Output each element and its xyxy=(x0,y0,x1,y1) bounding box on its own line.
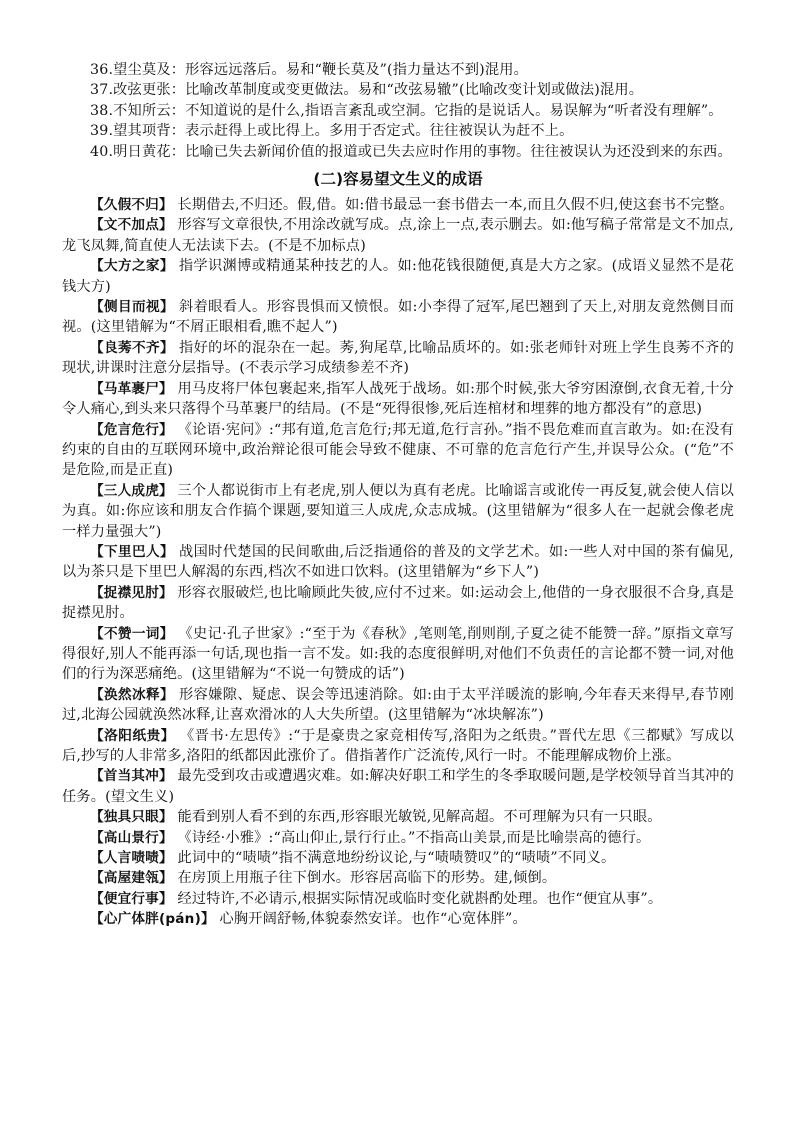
idiom-term: 【文不加点】 xyxy=(90,217,173,234)
idiom-entry xyxy=(62,909,734,929)
idiom-definition: 最先受到攻击或遭遇灾难。如:解决好职工和学生的冬季取暖问题,是学校领导首当其冲的任务。(望文生义) xyxy=(62,768,734,805)
idiom-term: 【下里巴人】 xyxy=(90,543,175,560)
idiom-definition: 此词中的“啧啧”指不满意地纷纷议论,与“啧啧赞叹”的“啧啧”不同义。 xyxy=(177,850,616,867)
idiom-term: 【涣然冰释】 xyxy=(90,686,175,703)
idiom-definition: 形容写文章很快,不用涂改就写成。点,涂上一点,表示删去。如:他写稿子常常是文不加点,龙飞凤舞,简直使人无法读下去。(不是不加标点) xyxy=(62,217,734,254)
idiom-term: 【独具只眼】 xyxy=(90,809,173,826)
idiom-definition: 三个人都说街市上有老虎,别人便以为真有老虎。比喻谣言或讹传一再反复,就会使人信以为真。如:你应该和朋友合作搞个课题,要知道三人成虎,众志成城。(这里错解为“很多人在一起就会像老虎一样力量强大”) xyxy=(62,482,734,540)
document-page xyxy=(62,60,734,930)
idiom-entry xyxy=(62,338,734,379)
idiom-definition: 能看到别人看不到的东西,形容眼光敏锐,见解高超。不可理解为只有一只眼。 xyxy=(177,809,662,826)
idiom-term: 【高屋建瓴】 xyxy=(90,870,173,887)
idiom-entry xyxy=(62,215,734,256)
idiom-entry xyxy=(62,868,734,888)
idiom-term: 【危言危行】 xyxy=(90,421,173,438)
idiom-definition: 《论语·宪问》:“邦有道,危言危行;邦无道,危行言孙。”指不畏危难而直言敢为。如:在没有约束的自由的互联网环境中,政治辩论很可能会导致不健康、不可靠的危言危行产生,并误导公众。(“危”不是危险,而是正直) xyxy=(62,421,734,479)
list-item: 39.望其项背：表示赶得上或比得上。多用于否定式。往往被误认为赶不上。 xyxy=(90,123,574,140)
idiom-term: 【首当其冲】 xyxy=(90,768,173,785)
idiom-entry xyxy=(62,889,734,909)
idiom-definition: 斜着眼看人。形容畏惧而又愤恨。如:小李得了冠军,尾巴翘到了天上,对朋友竟然侧目而视。(这里错解为“不屑正眼相看,瞧不起人”) xyxy=(62,299,735,336)
idiom-term: 【久假不归】 xyxy=(90,197,173,214)
idiom-definition: 《晋书·左思传》:“于是豪贵之家竞相传写,洛阳为之纸贵。”晋代左思《三都赋》写成以后,抄写的人非常多,洛阳的纸都因此涨价了。借指著作广泛流传,风行一时。不能理解成物价上涨。 xyxy=(62,727,734,764)
idiom-definition: 形容嫌隙、疑虑、误会等迅速消除。如:由于太平洋暖流的影响,今年春天来得早,春节刚过,北海公园就涣然冰释,让喜欢滑冰的人大失所望。(这里错解为“冰块解冻”) xyxy=(62,686,735,724)
idiom-entry xyxy=(62,481,734,542)
idiom-entry xyxy=(62,624,734,685)
idiom-entry xyxy=(62,828,734,848)
idiom-entry xyxy=(62,542,734,583)
idiom-term: 【不赞一词】 xyxy=(90,625,174,642)
idiom-definition: 用马皮将尸体包裹起来,指军人战死于战场。如:那个时候,张大爷穷困潦倒,衣食无着,十分令人痛心,到头来只落得个马革裹尸的结局。(不是“死得很惨,死后连棺材和埋葬的地方都没有”的意思) xyxy=(62,380,734,418)
list-item: 40.明日黄花：比喻已失去新闻价值的报道或已失去应时作用的事物。往往被误认为还没到来的东西。 xyxy=(90,143,732,160)
idiom-term: 【马革裹尸】 xyxy=(90,380,173,397)
idiom-term: 【高山景行】 xyxy=(90,829,173,846)
idiom-term: 【侧目而视】 xyxy=(90,299,175,316)
idiom-entry xyxy=(62,685,734,726)
section-title: (二)容易望文生义的成语 xyxy=(313,170,483,189)
list-item: 37.改弦更张：比喻改革制度或变更做法。易和“改弦易辙”(比喻改变计划或做法)混用。 xyxy=(90,82,644,99)
idiom-definition: 形容衣服破烂,也比喻顾此失彼,应付不过来。如:运动会上,他借的一身衣服很不合身,真是捉襟见肘。 xyxy=(62,584,734,622)
idiom-entry xyxy=(62,583,734,624)
idiom-entry xyxy=(62,256,734,297)
numbered-list xyxy=(62,60,734,162)
idiom-term: 【便宜行事】 xyxy=(90,890,173,907)
idiom-entry xyxy=(62,807,734,827)
idiom-definition: 在房顶上用瓶子往下倒水。形容居高临下的形势。建,倾倒。 xyxy=(177,870,557,887)
idiom-term: 【捉襟见肘】 xyxy=(90,584,173,601)
idiom-entry xyxy=(62,195,734,215)
idiom-term: 【大方之家】 xyxy=(90,258,174,275)
idiom-definition: 《史记·孔子世家》:“至于为《春秋》,笔则笔,削则削,子夏之徒不能赞一辞。”原指文章写得很好,别人不能再添一句话,现也指一言不发。如:我的态度很鲜明,对他们不负责任的言论都不赞一词,对他们的行为深恶痛绝。(这里错解为“不说一句赞成的话”) xyxy=(62,625,735,683)
idiom-term: 【心广体胖(pán)】 xyxy=(90,911,215,928)
idiom-definition: 战国时代楚国的民间歌曲,后泛指通俗的普及的文学艺术。如:一些人对中国的茶有偏见,以为茶只是下里巴人解渴的东西,档次不如进口饮料。(这里错解为“乡下人”) xyxy=(62,543,735,581)
idiom-term: 【洛阳纸贵】 xyxy=(90,727,175,744)
idiom-entry xyxy=(62,420,734,481)
list-item: 36.望尘莫及：形容远远落后。易和“鞭长莫及”(指力量达不到)混用。 xyxy=(90,62,529,78)
idiom-term: 【三人成虎】 xyxy=(90,482,173,499)
idiom-entry xyxy=(62,766,734,807)
idiom-entries xyxy=(62,195,734,930)
idiom-definition: 经过特许,不必请示,根据实际情况或临时变化就斟酌处理。也作“便宜从事”。 xyxy=(177,890,663,907)
idiom-definition: 心胸开阔舒畅,体貌泰然安详。也作“心宽体胖”。 xyxy=(219,911,527,928)
idiom-term: 【人言啧啧】 xyxy=(90,850,173,867)
idiom-definition: 《诗经·小雅》:“高山仰止,景行行止。”不指高山美景,而是比喻崇高的德行。 xyxy=(177,829,651,846)
idiom-definition: 指学识渊博或精通某种技艺的人。如:他花钱很随便,真是大方之家。(成语义显然不是花钱大方) xyxy=(62,258,734,295)
idiom-entry xyxy=(62,297,734,338)
idiom-entry xyxy=(62,726,734,767)
idiom-term: 【良莠不齐】 xyxy=(90,339,175,356)
idiom-entry xyxy=(62,848,734,868)
idiom-entry xyxy=(62,379,734,420)
idiom-definition: 长期借去,不归还。假,借。如:借书最忌一套书借去一本,而且久假不归,使这套书不完整。 xyxy=(177,197,734,214)
idiom-definition: 指好的坏的混杂在一起。莠,狗尾草,比喻品质坏的。如:张老师针对班上学生良莠不齐的现状,讲课时注意分层指导。(不表示学习成绩参差不齐) xyxy=(62,339,735,377)
list-item: 38.不知所云：不知道说的是什么,指语言紊乱或空洞。它指的是说话人。易误解为“听者没有理解”。 xyxy=(90,102,723,119)
